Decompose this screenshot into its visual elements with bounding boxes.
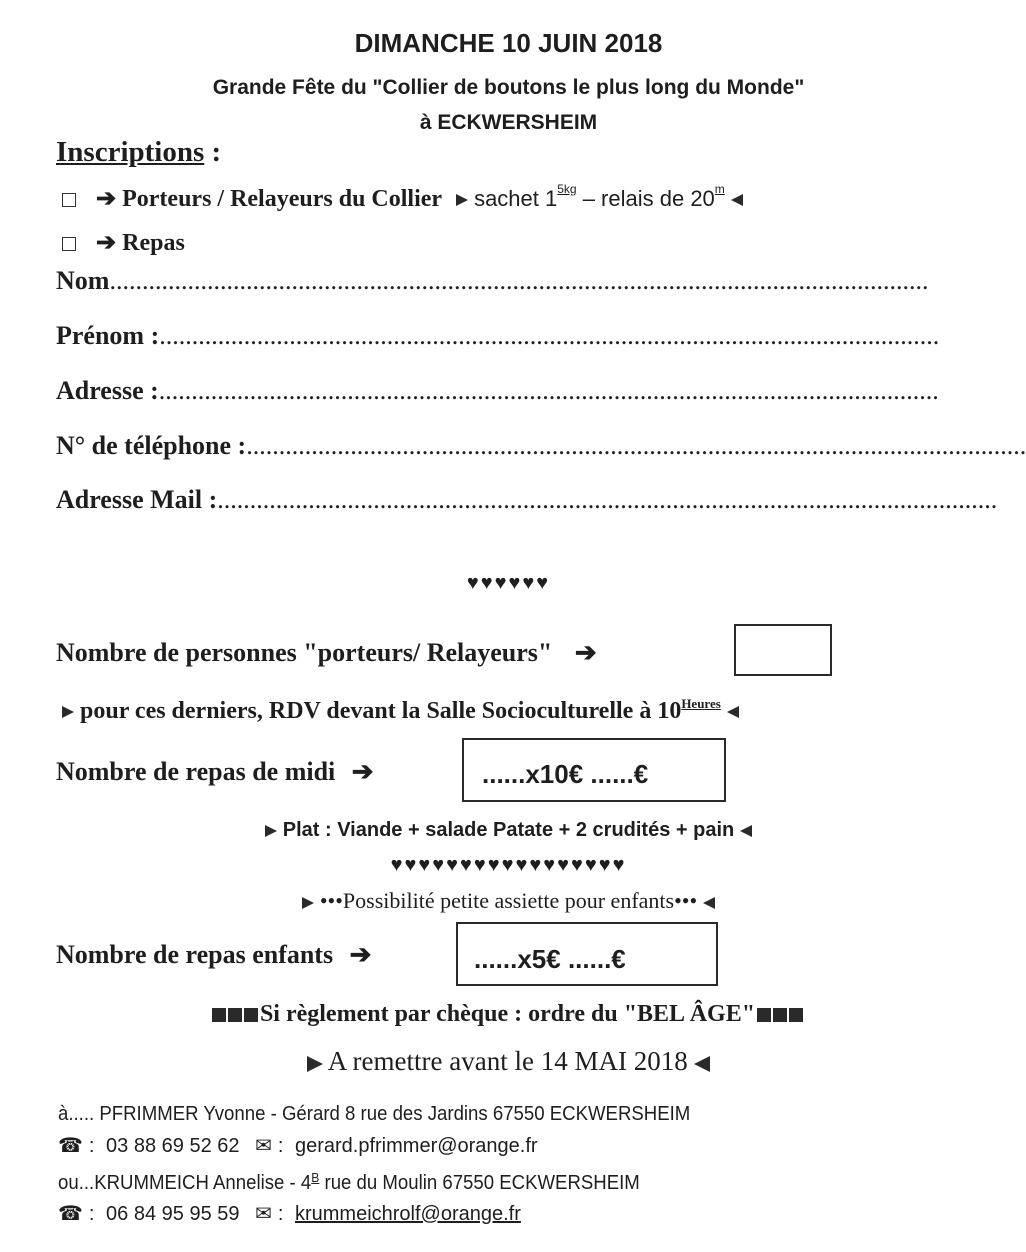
event-date: DIMANCHE 10 JUIN 2018 [354, 28, 663, 58]
triangle-left-icon [703, 897, 715, 909]
repas-enfants-row [56, 940, 371, 970]
triangle-left-icon [694, 1056, 710, 1072]
nombre-porteurs-label: Nombre de personnes "porteurs/ Relayeurs" [56, 638, 553, 667]
square-bullet-icon [773, 1008, 787, 1022]
field-telephone[interactable] [56, 431, 1026, 461]
inscriptions-title: Inscriptions [56, 136, 205, 168]
repas-enfants-label: Nombre de repas enfants [56, 940, 334, 969]
triangle-right-icon [307, 1056, 323, 1072]
event-place: à ECKWERSHEIM [419, 111, 598, 134]
inscriptions-heading [56, 136, 221, 169]
arrow-right-icon: ➔ [96, 230, 117, 256]
field-adresse-label: Adresse : [56, 376, 159, 405]
event-title: Grande Fête du "Collier de boutons le plus long du Monde" [212, 76, 805, 99]
field-mail-dots: ........................................................................................................................ [217, 485, 998, 514]
rdv-line [62, 698, 739, 725]
option-porteurs-row [62, 184, 743, 213]
plat-line [0, 819, 1017, 842]
triangle-right-icon [265, 825, 277, 837]
petite-assiette-text: •••Possibilité petite assiette pour enfants••• [319, 888, 698, 913]
contact-2-phone-row: ☎ : 06 84 95 95 59 ✉ : krummeichrolf@orange.fr [58, 1203, 521, 1225]
porteurs-detail-sup1: 5kg [557, 182, 577, 196]
square-bullet-icon [212, 1008, 226, 1022]
field-telephone-label: N° de téléphone : [56, 431, 247, 460]
square-bullet-icon [244, 1008, 258, 1022]
arrow-right-icon: ➔ [349, 940, 372, 969]
envelope-icon: ✉ [255, 1135, 272, 1157]
field-nom-label: Nom [56, 266, 110, 295]
option-porteurs-label: Porteurs / Relayeurs du Collier [122, 186, 443, 212]
contact-2-email[interactable]: krummeichrolf@orange.fr [294, 1203, 521, 1225]
field-mail-label: Adresse Mail : [56, 485, 218, 514]
cheque-line [0, 1001, 1017, 1028]
contact-1-email[interactable]: gerard.pfrimmer@orange.fr [294, 1135, 538, 1157]
repas-midi-box-text: ......x10€ ......€ [482, 759, 649, 789]
repas-enfants-box-text: ......x5€ ......€ [474, 944, 626, 974]
hearts-divider-long: ♥♥♥♥♥♥♥♥♥♥♥♥♥♥♥♥♥ [390, 854, 627, 876]
field-prenom-label: Prénom : [56, 321, 160, 350]
contact-2-address-pre: ou...KRUMMEICH Annelise - 4 [58, 1172, 312, 1194]
arrow-right-icon: ➔ [96, 186, 117, 212]
arrow-right-icon: ➔ [574, 638, 597, 667]
contact-2-address-sup: B [311, 1170, 320, 1185]
rdv-sup: Heures [681, 696, 721, 711]
porteurs-detail-pre: sachet 1 [474, 186, 558, 211]
plat-text: Plat : Viande + salade Patate + 2 crudités + pain [282, 819, 735, 841]
phone-icon: ☎ [58, 1203, 83, 1225]
option-repas-label: Repas [122, 230, 185, 256]
porteurs-checkbox[interactable] [62, 193, 76, 207]
remettre-text: A remettre avant le 14 MAI 2018 [327, 1046, 688, 1076]
square-bullet-icon [757, 1008, 771, 1022]
nombre-porteurs-box[interactable] [734, 624, 832, 676]
nombre-porteurs-row [56, 638, 597, 668]
triangle-left-icon [727, 706, 739, 718]
envelope-icon: ✉ [255, 1203, 272, 1225]
remettre-line [0, 1046, 1017, 1077]
field-adresse-dots: ........................................................................................................................ [158, 376, 939, 405]
contact-2-address [58, 1172, 640, 1195]
contact-1-address: à..... PFRIMMER Yvonne - Gérard 8 rue des Jardins 67550 ECKWERSHEIM [58, 1103, 691, 1125]
square-bullet-icon [228, 1008, 242, 1022]
repas-midi-label: Nombre de repas de midi [56, 757, 336, 786]
phone-icon: ☎ [58, 1135, 83, 1157]
triangle-left-icon [731, 194, 743, 206]
field-telephone-dots: ........................................................................................................................ [246, 431, 1026, 460]
porteurs-detail-mid: – relais de 20 [576, 186, 715, 211]
field-nom[interactable] [56, 266, 929, 296]
triangle-right-icon [302, 897, 314, 909]
triangle-right-icon [62, 706, 74, 718]
contact-2-address-post: rue du Moulin 67550 ECKWERSHEIM [319, 1172, 640, 1194]
contact-1-phone: 03 88 69 52 62 [106, 1135, 240, 1157]
contact-2-phone: 06 84 95 95 59 [106, 1203, 240, 1225]
contact-1-phone-row: ☎ : 03 88 69 52 62 ✉ : gerard.pfrimmer@orange.fr [58, 1135, 538, 1157]
triangle-right-icon [456, 194, 468, 206]
cheque-text: Si règlement par chèque : ordre du "BEL ÂGE" [259, 1001, 756, 1027]
option-repas-row [62, 228, 185, 257]
porteurs-detail-sup2: m [714, 182, 725, 196]
field-prenom[interactable] [56, 321, 940, 351]
triangle-left-icon [740, 825, 752, 837]
hearts-divider-short: ♥♥♥♥♥♥ [466, 572, 551, 594]
field-prenom-dots: ........................................................................................................................ [159, 321, 940, 350]
field-adresse[interactable] [56, 376, 939, 406]
inscriptions-colon: : [204, 136, 222, 168]
repas-midi-row [56, 757, 374, 787]
square-bullet-icon [789, 1008, 803, 1022]
field-nom-dots: .............................................................................................................................. [109, 266, 929, 295]
field-mail[interactable] [56, 485, 998, 515]
petite-assiette-line [0, 888, 1017, 914]
rdv-text: pour ces derniers, RDV devant la Salle Socioculturelle à 10 [80, 698, 682, 724]
repas-checkbox[interactable] [62, 237, 76, 251]
arrow-right-icon: ➔ [351, 757, 374, 786]
